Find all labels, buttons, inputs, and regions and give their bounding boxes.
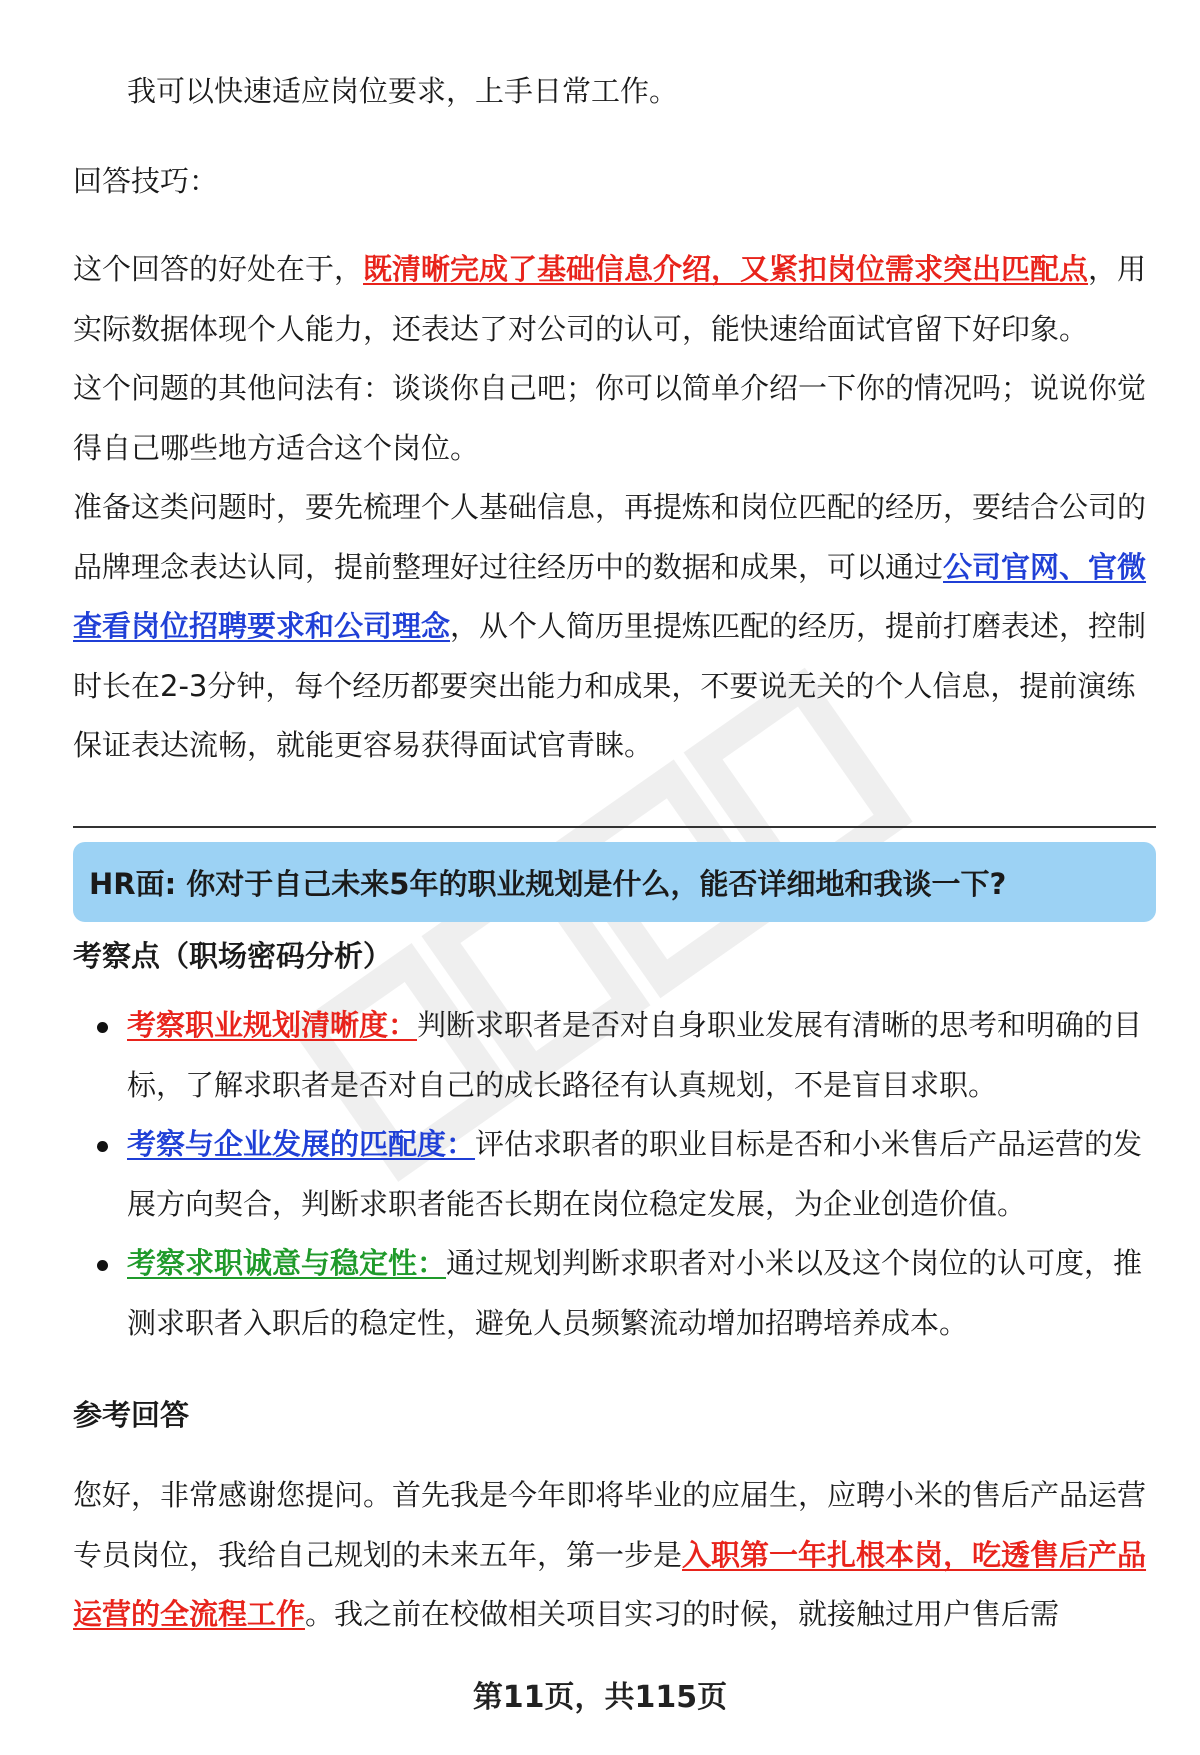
- list-item: 考察求职诚意与稳定性：通过规划判断求职者对小米以及这个岗位的认可度，推测求职者入职后的稳定性，避免人员频繁流动增加招聘培养成本。: [73, 1234, 1156, 1353]
- highlight-first-year: 入职第一年扎根本岗，吃透售后产品运营的全流程工作: [73, 1537, 1147, 1631]
- assessment-label-2: 考察与企业发展的匹配度：: [127, 1127, 476, 1161]
- question-text: HR面: 你对于自己未来5年的职业规划是什么，能否详细地和我谈一下?: [89, 866, 1007, 901]
- assessment-label-3: 考察求职诚意与稳定性：: [127, 1246, 447, 1280]
- bullet-icon: [97, 1141, 108, 1152]
- assessment-heading: 考察点（职场密码分析）: [73, 939, 393, 973]
- link-company-website[interactable]: 公司官网、官微查看岗位招聘要求和公司理念: [73, 549, 1147, 643]
- assessment-label-1: 考察职业规划清晰度：: [127, 1008, 418, 1042]
- page-number: 第11页，共115页: [472, 1680, 728, 1715]
- reference-paragraph: 您好，非常感谢您提问。首先我是今年即将毕业的应届生，应聘小米的售后产品运营专员岗位，我给自己规划的未来五年，第一步是入职第一年扎根本岗，吃透售后产品运营的全流程工作。我之前在校做相关项目实习的时候，就接触过用户售后需: [73, 1478, 1147, 1631]
- tips-paragraph-3: 准备这类问题时，要先梳理个人基础信息，再提炼和岗位匹配的经历，要结合公司的品牌理念表达认同，提前整理好过往经历中的数据和成果，可以通过公司官网、官微查看岗位招聘要求和公司理念，从个人简历里提炼匹配的经历，提前打磨表述，控制时长在2-3分钟，每个经历都要突出能力和成果，不要说无关的个人信息，提前演练保证表达流畅，就能更容易获得面试官青睐。: [73, 490, 1147, 762]
- question-box: [73, 842, 1156, 922]
- tips-body: [73, 240, 1156, 776]
- bullet-icon: [97, 1260, 108, 1271]
- assessment-list: [73, 996, 1156, 1353]
- list-item: 考察职业规划清晰度：判断求职者是否对自身职业发展有清晰的思考和明确的目标，了解求职者是否对自己的成长路径有认真规划，不是盲目求职。: [73, 996, 1156, 1115]
- reference-heading: 参考回答: [73, 1398, 190, 1432]
- reference-section: [73, 1394, 1156, 1645]
- tips-paragraph-1: 这个回答的好处在于，既清晰完成了基础信息介绍，又紧扣岗位需求突出匹配点，用实际数据体现个人能力，还表达了对公司的认可，能快速给面试官留下好印象。: [73, 252, 1147, 346]
- tips-label: 回答技巧：: [73, 164, 219, 198]
- bullet-icon: [97, 1022, 108, 1033]
- tips-paragraph-2: 这个问题的其他问法有：谈谈你自己吧；你可以简单介绍一下你的情况吗；说说你觉得自己哪些地方适合这个岗位。: [73, 371, 1147, 465]
- list-item: 考察与企业发展的匹配度：评估求职者的职业目标是否和小米售后产品运营的发展方向契合，判断求职者能否长期在岗位稳定发展，为企业创造价值。: [73, 1115, 1156, 1234]
- assessment-section: [73, 935, 1156, 1353]
- intro-line: 我可以快速适应岗位要求，上手日常工作。: [127, 74, 679, 108]
- section-divider: [73, 826, 1156, 828]
- highlight-basic-info: 既清晰完成了基础信息介绍，又紧扣岗位需求突出匹配点: [363, 252, 1089, 286]
